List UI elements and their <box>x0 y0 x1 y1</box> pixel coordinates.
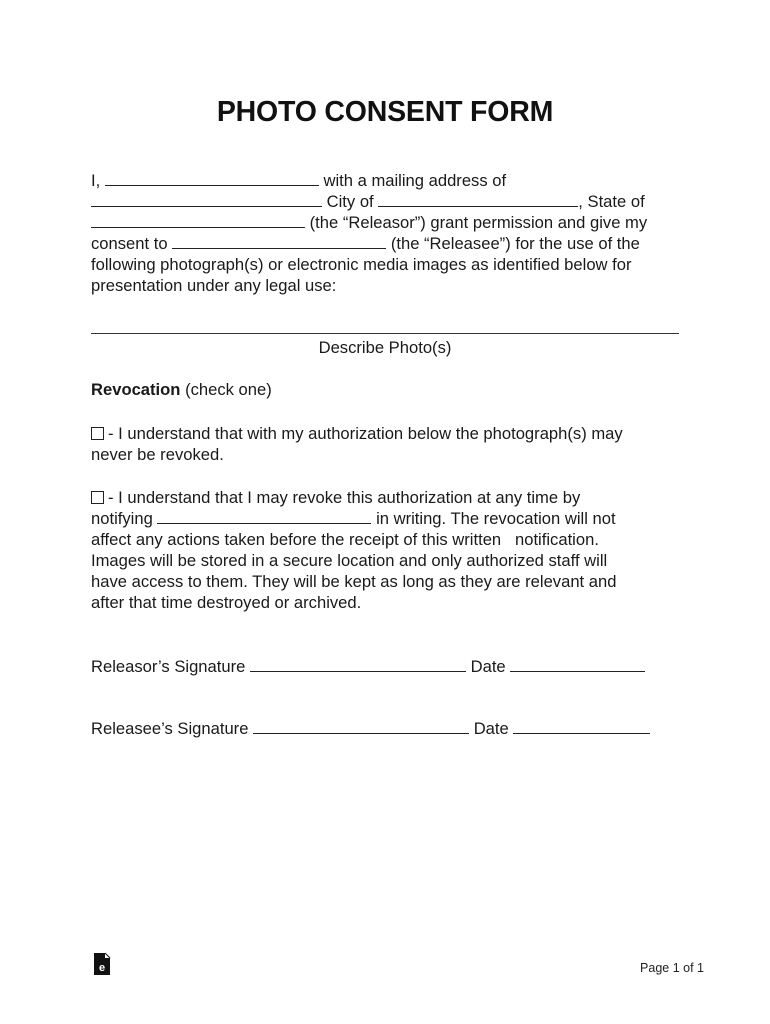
revocation-heading-label: Revocation <box>91 380 181 399</box>
releasor-signature-row <box>91 656 645 677</box>
releasee-signature-label: Releasee’s Signature <box>91 719 249 738</box>
revocation-option-1-line-1 <box>91 423 623 444</box>
form-title: PHOTO CONSENT FORM <box>216 96 554 128</box>
releasor-date-blank[interactable] <box>510 657 645 672</box>
revocation-option-2-line-5: have access to them. They will be kept as long as they are relevant and <box>91 572 617 591</box>
releasor-date-label: Date <box>470 657 506 676</box>
releasor-signature-blank[interactable] <box>250 657 466 672</box>
revocation-heading <box>91 379 272 400</box>
describe-photos-caption: Describe Photo(s) <box>318 338 452 357</box>
notifying-label: notifying <box>91 509 153 528</box>
svg-text:e: e <box>98 962 106 974</box>
intro-line-5: following photograph(s) or electronic media images as identified below for <box>91 255 632 274</box>
page-number: Page 1 of 1 <box>640 961 704 975</box>
in-writing-text: in writing. The revocation will not <box>376 509 616 528</box>
intro-line-2 <box>91 191 645 212</box>
mailing-address-label: with a mailing address of <box>323 171 507 190</box>
revocation-heading-note: (check one) <box>185 380 272 399</box>
releasor-signature-label: Releasor’s Signature <box>91 657 246 676</box>
revocation-option-1-line-2: never be revoked. <box>91 445 224 464</box>
eforms-logo-icon <box>92 952 112 976</box>
may-revoke-checkbox[interactable] <box>91 491 104 504</box>
intro-i-label: I, <box>91 171 101 190</box>
never-revoked-checkbox[interactable] <box>91 427 104 440</box>
state-blank[interactable] <box>91 213 305 228</box>
releasor-name-blank[interactable] <box>105 171 319 186</box>
consent-to-label: consent to <box>91 234 168 253</box>
describe-photos-blank[interactable] <box>91 333 679 334</box>
revocation-option-2-line-1 <box>91 487 580 508</box>
intro-line-3 <box>91 212 647 233</box>
revocation-option-2-line-3: affect any actions taken before the receipt of this written notification. <box>91 530 599 549</box>
city-label: City of <box>326 192 374 211</box>
notify-party-blank[interactable] <box>157 509 371 524</box>
never-revoked-text: - I understand that with my authorization below the photograph(s) may <box>108 424 623 443</box>
mailing-address-blank[interactable] <box>91 192 322 207</box>
revocation-option-2-line-2 <box>91 508 616 529</box>
releasor-definition-text: (the “Releasor”) grant permission and give my <box>309 213 648 232</box>
city-blank[interactable] <box>378 192 578 207</box>
intro-line-6: presentation under any legal use: <box>91 276 337 295</box>
state-label: , State of <box>578 192 645 211</box>
releasee-date-label: Date <box>473 719 509 738</box>
releasee-signature-blank[interactable] <box>253 719 469 734</box>
releasee-signature-row <box>91 718 650 739</box>
releasee-definition-text: (the “Releasee”) for the use of the <box>390 234 640 253</box>
intro-line-1 <box>91 170 506 191</box>
may-revoke-text: - I understand that I may revoke this authorization at any time by <box>108 488 581 507</box>
releasee-date-blank[interactable] <box>513 719 650 734</box>
intro-line-4 <box>91 233 640 254</box>
revocation-option-2-line-6: after that time destroyed or archived. <box>91 593 362 612</box>
releasee-name-blank[interactable] <box>172 234 386 249</box>
revocation-option-2-line-4: Images will be stored in a secure location and only authorized staff will <box>91 551 608 570</box>
